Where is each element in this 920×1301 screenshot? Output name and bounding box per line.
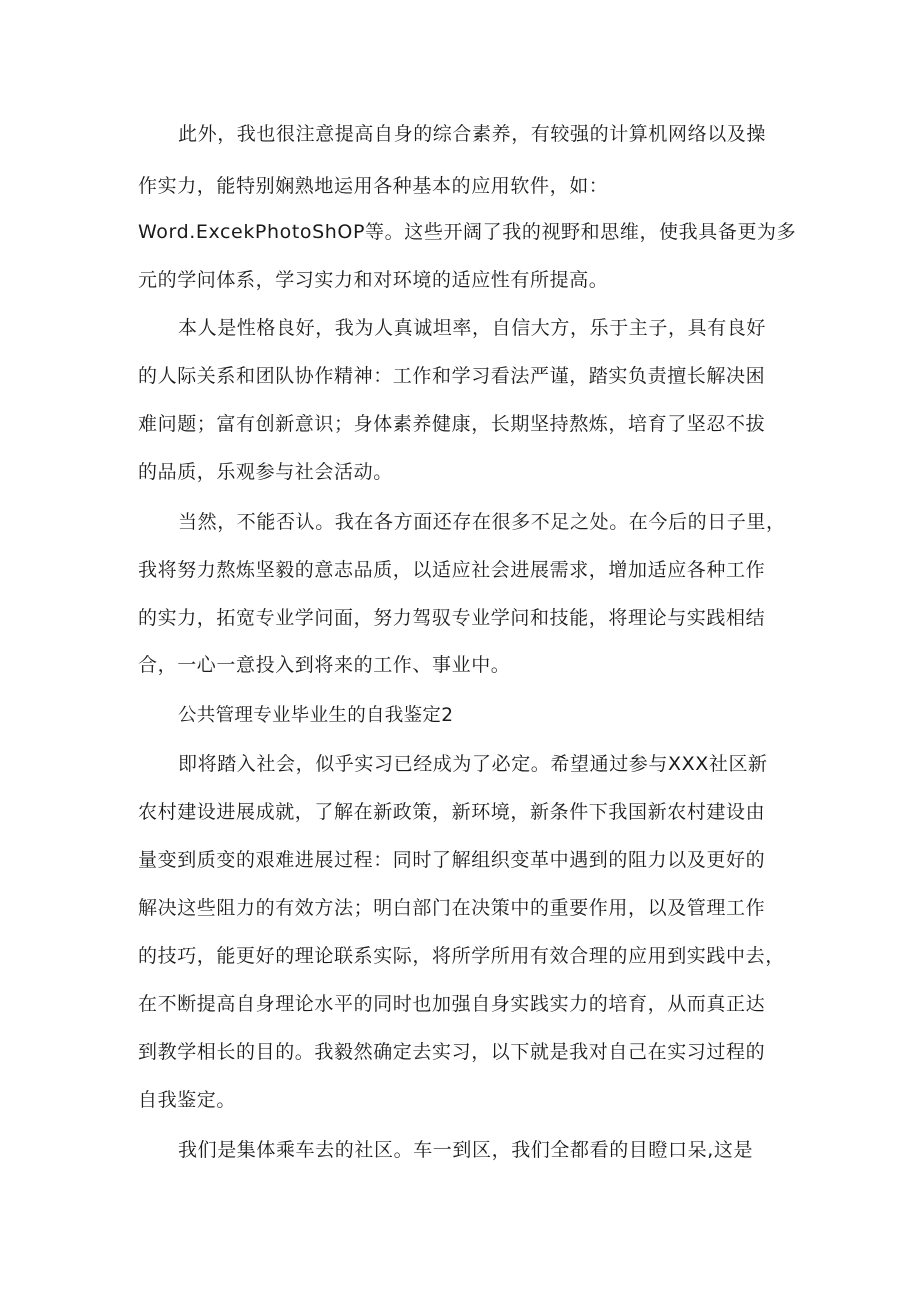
- text-line: 的技巧，能更好的理论联系实际，将所学所用有效合理的应用到实践中去，: [138, 945, 785, 967]
- text-line: 当然，不能否认。我在各方面还存在很多不足之处。在今后的日子里，: [178, 511, 786, 533]
- text-line: 我们是集体乘车去的社区。车一到区，我们全都看的目瞪口呆,这是: [178, 1139, 754, 1161]
- text-line: 合，一心一意投入到将来的工作、事业中。: [138, 654, 511, 676]
- text-line: 在不断提高自身理论水平的同时也加强自身实践实力的培育，从而真正达: [138, 993, 766, 1015]
- text-line: 此外，我也很注意提高自身的综合素养，有较强的计算机网络以及操: [178, 123, 767, 145]
- text-line: 元的学问体系，学习实力和对环境的适应性有所提高。: [138, 269, 609, 291]
- text-line: 的品质，乐观参与社会活动。: [138, 461, 393, 483]
- text-line: 解决这些阻力的有效方法；明白部门在决策中的重要作用，以及管理工作: [138, 897, 766, 919]
- text-line: 难问题；富有创新意识；身体素养健康，长期坚持熬炼，培育了坚忍不拔: [138, 413, 766, 435]
- text-line: 作实力，能特别娴熟地运用各种基本的应用软件，如：: [138, 175, 609, 197]
- section-heading: 公共管理专业毕业生的自我鉴定2: [178, 705, 454, 726]
- text-line: 农村建设进展成就，了解在新政策，新环境，新条件下我国新农村建设由: [138, 801, 766, 823]
- text-line: 本人是性格良好，我为人真诚坦率，自信大方，乐于主子，具有良好: [178, 317, 767, 339]
- text-line: 的实力，拓宽专业学问面，努力驾驭专业学问和技能，将理论与实践相结: [138, 607, 766, 629]
- text-line: 我将努力熬炼坚毅的意志品质，以适应社会进展需求，增加适应各种工作: [138, 559, 766, 581]
- text-line: Word.ExcekPhotoShOP等。这些开阔了我的视野和思维，使我具备更为多: [138, 221, 797, 243]
- text-line: 量变到质变的艰难进展过程：同时了解组织变革中遇到的阻力以及更好的: [138, 849, 766, 871]
- text-line: 的人际关系和团队协作精神：工作和学习看法严谨，踏实负责擅长解决困: [138, 365, 766, 387]
- text-line: 到教学相长的目的。我毅然确定去实习，以下就是我对自己在实习过程的: [138, 1041, 766, 1063]
- text-line: 即将踏入社会，似乎实习已经成为了必定。希望通过参与XXX社区新: [178, 753, 768, 775]
- text-line: 自我鉴定。: [138, 1089, 237, 1111]
